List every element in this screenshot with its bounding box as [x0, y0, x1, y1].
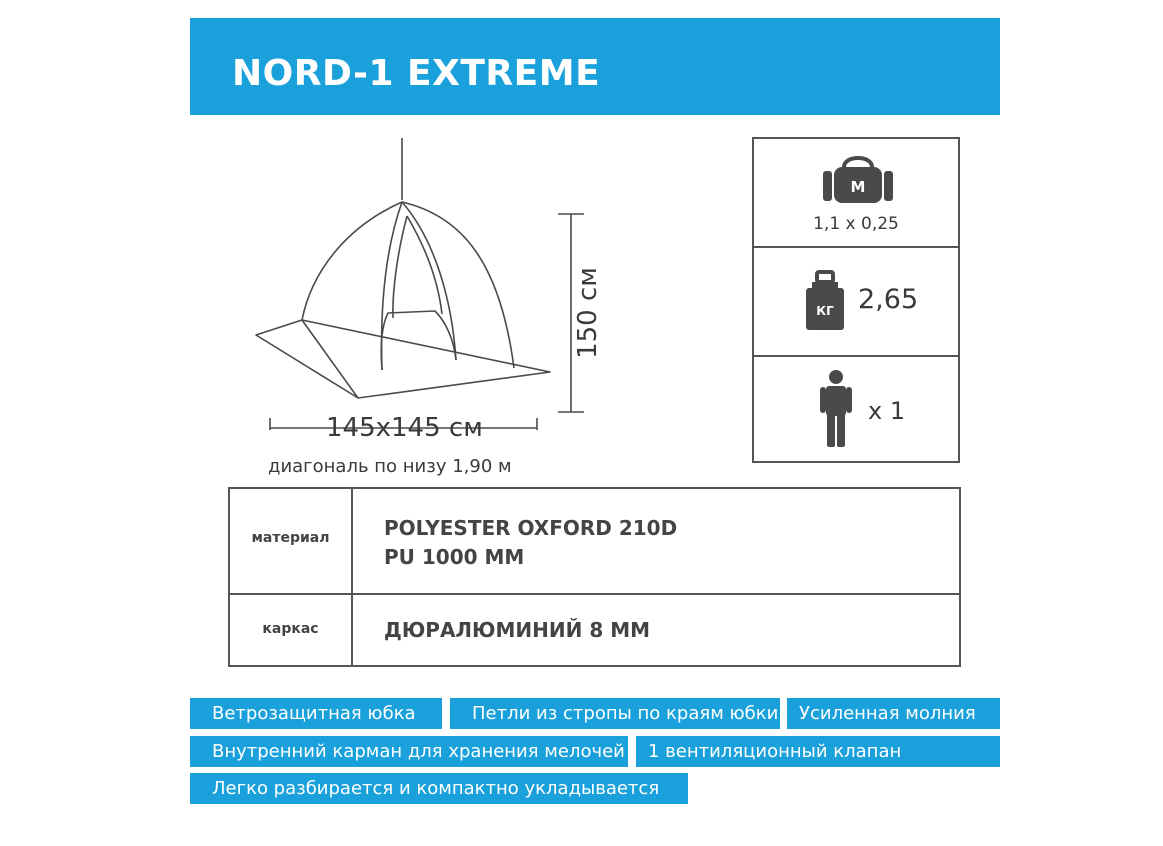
row-label-material: материал: [251, 530, 330, 546]
feature-badge: Легко разбирается и компактно укладывается: [190, 773, 688, 804]
material-line-2: PU 1000 ММ: [384, 545, 525, 569]
feature-badge: Усиленная молния: [787, 698, 1000, 729]
bag-size-value: 1,1 х 0,25: [813, 214, 899, 234]
specs-panel: [752, 137, 960, 463]
feature-badge: Петли из стропы по краям юбки: [450, 698, 780, 729]
table-row: [230, 595, 959, 667]
feature-badge: Ветрозащитная юбка: [190, 698, 442, 729]
table-row: [230, 489, 959, 595]
weight-unit: КГ: [816, 304, 834, 318]
material-line-1: POLYESTER OXFORD 210D: [384, 516, 678, 540]
person-icon: [820, 369, 852, 449]
persons-value: x 1: [868, 397, 906, 425]
material-table: [228, 487, 961, 667]
weight-cell: [754, 248, 958, 357]
width-dimension: 145x145 см: [326, 413, 483, 443]
bag-size-cell: [754, 139, 958, 248]
feature-badge: 1 вентиляционный клапан: [636, 736, 1000, 767]
persons-cell: [754, 357, 958, 463]
bag-icon: [822, 153, 894, 205]
weight-value: 2,65: [858, 284, 919, 315]
row-label-frame: каркас: [262, 621, 319, 637]
product-title: NORD-1 EXTREME: [232, 53, 601, 94]
diagonal-note: диагональ по низу 1,90 м: [268, 456, 512, 477]
header-banner: [190, 18, 1000, 115]
feature-badge: Внутренний карман для хранения мелочей: [190, 736, 628, 767]
height-dimension: 150 см: [573, 267, 603, 359]
row-value-frame: ДЮРАЛЮМИНИЙ 8 ММ: [384, 618, 651, 642]
row-value-material: [384, 514, 677, 572]
tent-illustration: [230, 130, 610, 430]
bag-letter: М: [850, 178, 866, 196]
weight-icon: [804, 270, 846, 332]
column-divider: [351, 489, 353, 593]
column-divider: [351, 595, 353, 667]
